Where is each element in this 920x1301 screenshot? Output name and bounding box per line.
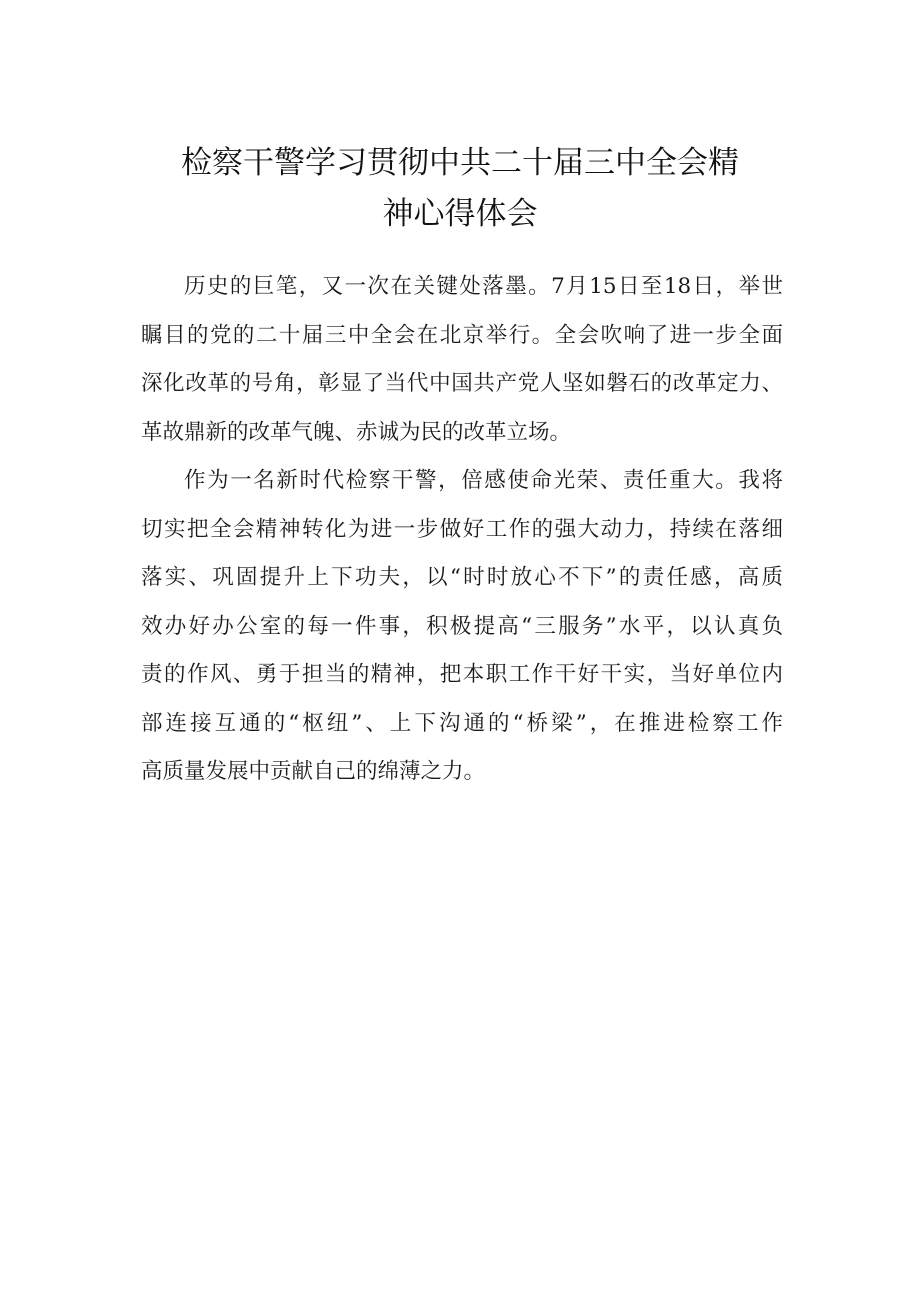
text-line: 部连接互通的“枢纽”、上下沟通的“桥梁”，在推进检察工作 <box>141 710 783 736</box>
text-line: 瞩目的党的二十届三中全会在北京举行。全会吹响了进一步全面 <box>141 322 783 348</box>
text-line: 效办好办公室的每一件事，积极提高“三服务”水平，以认真负 <box>141 613 783 639</box>
text-line: 历史的巨笔，又一次在关键处落墨。7月15日至18日，举世 <box>184 274 783 299</box>
text-line: 高质量发展中贡献自己的绵薄之力。 <box>141 759 486 784</box>
title-line: 检察干警学习贯彻中共二十届三中全会精 <box>181 145 739 181</box>
text-line: 落实、巩固提升上下功夫，以“时时放心不下”的责任感，高质 <box>141 565 783 590</box>
document-body <box>141 263 783 797</box>
paragraph <box>141 263 783 457</box>
paragraph <box>141 457 783 797</box>
text-line: 革故鼎新的改革气魄、赤诚为民的改革立场。 <box>141 419 572 445</box>
text-line: 责的作风、勇于担当的精神，把本职工作干好干实，当好单位内 <box>141 662 783 687</box>
text-line: 切实把全会精神转化为进一步做好工作的强大动力，持续在落细 <box>141 516 783 542</box>
text-line: 深化改革的号角，彰显了当代中国共产党人坚如磐石的改革定力、 <box>141 371 783 396</box>
text-line: 作为一名新时代检察干警，倍感使命光荣、责任重大。我将 <box>184 468 783 493</box>
title-line: 神心得体会 <box>382 196 538 232</box>
document-title <box>140 138 780 240</box>
